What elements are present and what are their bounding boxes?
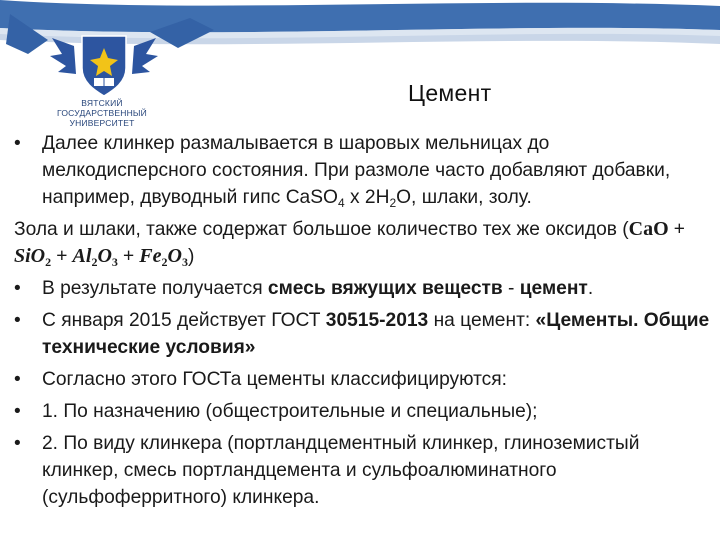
bullet-icon: •: [14, 369, 21, 390]
item-text: Далее клинкер размалывается в шаровых мельницах до мелкодисперсного состояния. При размоле часто добавляют добавки, например, двуводный гипс CaSO: [42, 133, 671, 208]
slide-content: [14, 130, 714, 516]
subscript: 2: [91, 255, 98, 269]
formula-part: SiO: [14, 245, 46, 267]
subscript: 2: [161, 255, 168, 269]
list-item: [14, 275, 714, 302]
paragraph: [14, 216, 714, 270]
formula-part: O: [167, 245, 182, 267]
formula-part: Fe: [139, 245, 162, 267]
paragraph-text: Зола и шлаки, также содержат большое количество тех же оксидов (: [14, 219, 629, 240]
formula-part: Al: [72, 245, 92, 267]
item-text: С января 2015 действует ГОСТ: [42, 310, 326, 331]
item-text: O, шлаки, золу.: [396, 187, 532, 208]
formula-part: +: [51, 245, 73, 267]
item-text: 1. По назначению (общестроительные и специальные);: [42, 401, 538, 422]
subscript: 4: [337, 196, 345, 210]
subscript: 3: [181, 255, 188, 269]
subscript: 3: [111, 255, 118, 269]
bullet-icon: •: [14, 133, 21, 154]
item-text-bold: «Цементы. Общие технические условия»: [42, 310, 710, 358]
bullet-icon: •: [14, 310, 21, 331]
item-text: -: [502, 278, 520, 299]
list-item: [14, 430, 714, 511]
emblem-wing-left: [50, 38, 76, 74]
subscript: 2: [45, 255, 52, 269]
caption-line: ГОСУДАРСТВЕННЫЙ: [57, 108, 147, 118]
item-text: В результате получается: [42, 278, 268, 299]
item-text-bold: 30515-2013: [325, 310, 429, 331]
item-text-bold: цемент: [519, 278, 588, 299]
ribbon-main: [0, 0, 720, 32]
item-text: 2. По виду клинкера (портландцементный клинкер, глиноземистый клинкер, смесь портландцемента и сульфоалюминатного (сульфоферритного) клинкера.: [42, 433, 640, 508]
item-text: Согласно этого ГОСТа цементы классифицируются:: [42, 369, 507, 390]
item-text: x 2H: [344, 187, 390, 208]
caption-line: УНИВЕРСИТЕТ: [69, 118, 135, 128]
item-text: на цемент:: [428, 310, 536, 331]
item-text: .: [587, 278, 594, 299]
item-text-bold: смесь вяжущих веществ: [267, 278, 503, 299]
list-item: [14, 366, 714, 393]
formula-part: O: [97, 245, 112, 267]
university-emblem-icon: [44, 30, 164, 100]
formula-part: +: [117, 245, 140, 267]
bullet-icon: •: [14, 433, 21, 454]
formula-part: CaO +: [628, 218, 686, 240]
slide-title: Цемент: [408, 80, 492, 106]
bullet-icon: •: [14, 401, 21, 422]
bullet-icon: •: [14, 278, 21, 299]
list-item: [14, 130, 714, 211]
paragraph-text: ): [187, 246, 195, 267]
emblem-wing-right: [132, 38, 158, 74]
list-item: [14, 398, 714, 425]
subscript: 2: [389, 196, 397, 210]
university-caption: [36, 98, 168, 128]
list-item: [14, 307, 714, 361]
caption-line: ВЯТСКИЙ: [81, 98, 123, 108]
